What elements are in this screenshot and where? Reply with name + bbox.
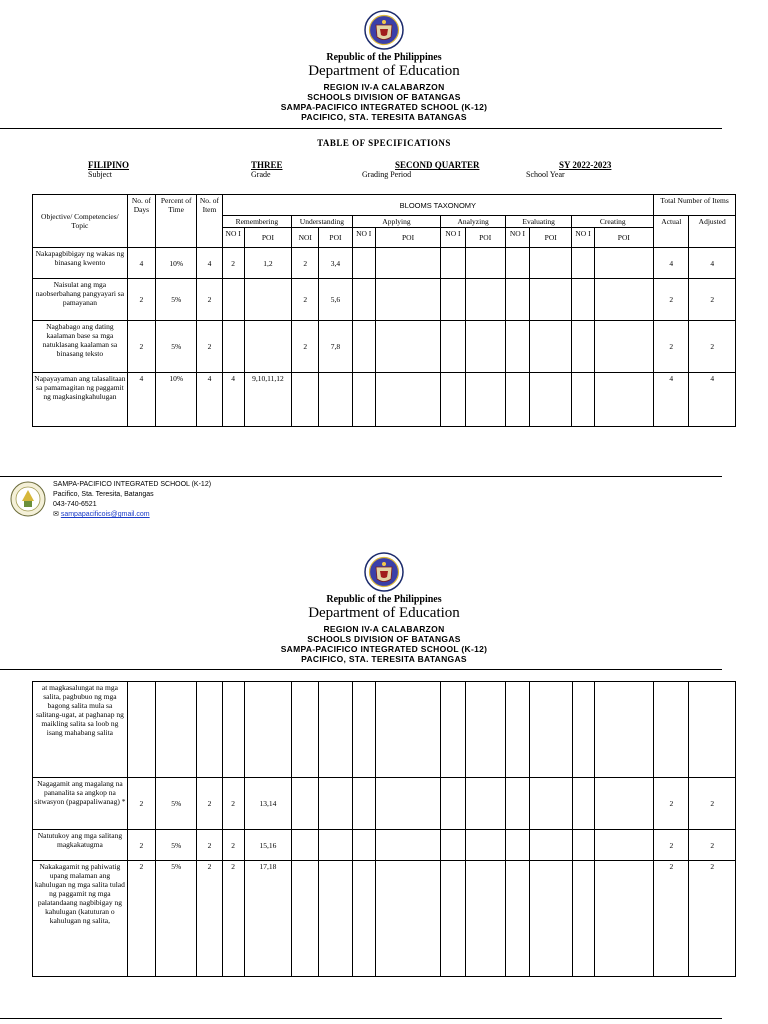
header-divider (0, 128, 722, 129)
item-cell: 4 (197, 373, 222, 427)
table-row (33, 248, 736, 279)
address-line: PACIFICO, STA. TERESITA BATANGAS (301, 654, 467, 664)
address-line: PACIFICO, STA. TERESITA BATANGAS (301, 112, 467, 122)
header-analyzing: Analyzing (441, 216, 506, 228)
understanding-noi-cell: 2 (292, 321, 319, 373)
meta-subject (88, 160, 129, 179)
item-cell: 2 (197, 279, 222, 321)
remembering-noi-cell: 2 (222, 248, 244, 279)
topic-cell: at magkasalungat na mga salita, pagbubuo ng mga bagong salita mula sa salitang-ugat, at paghanap ng maikling salita sa loob ng isang mahabang salita (33, 682, 128, 778)
percent-cell: 10% (156, 248, 197, 279)
table-row (33, 279, 736, 321)
percent-cell: 10% (156, 373, 197, 427)
percent-cell: 5% (156, 830, 197, 861)
mail-icon: ✉ (53, 511, 59, 518)
days-cell: 4 (127, 248, 155, 279)
percent-cell: 5% (156, 861, 197, 977)
school-line: SAMPA-PACIFICO INTEGRATED SCHOOL (K-12) (280, 644, 488, 654)
percent-cell: 5% (156, 778, 197, 830)
understanding-poi-cell: 7,8 (319, 321, 352, 373)
header-poi: POI (465, 228, 505, 248)
days-cell (127, 682, 155, 778)
department-title: Department of Education (308, 605, 460, 621)
header-actual: Actual (654, 216, 689, 248)
subject-label: Subject (88, 170, 112, 179)
understanding-poi-cell: 5,6 (319, 279, 352, 321)
subject-value: FILIPINO (88, 160, 130, 170)
header-understanding: Understanding (292, 216, 352, 228)
grading-period-label: Grading Period (362, 170, 412, 179)
actual-cell: 2 (654, 830, 689, 861)
header-poi: POI (244, 228, 291, 248)
actual-cell: 2 (654, 279, 689, 321)
document-title: TABLE OF SPECIFICATIONS (317, 138, 451, 148)
remembering-poi-cell (244, 682, 291, 778)
days-cell: 4 (127, 373, 155, 427)
adjusted-cell: 4 (689, 373, 736, 427)
republic-line: Republic of the Philippines (326, 52, 442, 63)
item-cell: 4 (197, 248, 222, 279)
actual-cell: 2 (654, 861, 689, 977)
topic-cell: Nagagamit ang magalang na pananalita sa angkop na sitwasyon (pagpapaliwanag) * (33, 778, 128, 830)
table-row (33, 830, 736, 861)
topic-cell: Napayayaman ang talasalitaan sa pamamagitan ng paggamit ng magkasingkahulugan (33, 373, 128, 427)
adjusted-cell: 4 (689, 248, 736, 279)
adjusted-cell: 2 (689, 279, 736, 321)
actual-cell (654, 682, 689, 778)
footer-block (53, 480, 211, 520)
republic-line: Republic of the Philippines (326, 594, 442, 605)
department-title: Department of Education (308, 63, 460, 79)
header-poi: POI (530, 228, 572, 248)
remembering-poi-cell: 17,18 (244, 861, 291, 977)
header-total: Total Number of Items (654, 195, 736, 216)
meta-grading-period (362, 160, 479, 179)
percent-cell: 5% (156, 279, 197, 321)
grade-value: THREE (251, 160, 283, 170)
item-cell: 2 (197, 321, 222, 373)
header-item: No. of Item (197, 195, 222, 248)
remembering-poi-cell: 15,16 (244, 830, 291, 861)
header-days: No. of Days (127, 195, 155, 248)
footer-divider (0, 476, 722, 477)
topic-cell: Natutukoy ang mga salitang magkakatugma (33, 830, 128, 861)
division-line: SCHOOLS DIVISION OF BATANGAS (307, 634, 461, 644)
header-noi: NO I (222, 228, 244, 248)
footer-email-link[interactable]: sampapacificois@gmail.com (60, 511, 150, 518)
meta-school-year (526, 160, 611, 179)
remembering-noi-cell: 2 (222, 778, 244, 830)
actual-cell: 2 (654, 321, 689, 373)
deped-seal-icon (364, 10, 404, 50)
region-line: REGION IV-A CALABARZON (323, 82, 445, 92)
footer-school: SAMPA-PACIFICO INTEGRATED SCHOOL (K-12) (53, 481, 212, 488)
days-cell: 2 (127, 321, 155, 373)
table-row (33, 373, 736, 427)
footer-divider (0, 1018, 722, 1019)
division-line: SCHOOLS DIVISION OF BATANGAS (307, 92, 461, 102)
item-cell (197, 682, 222, 778)
header-noi: NO I (441, 228, 465, 248)
header-poi: POI (375, 228, 441, 248)
footer-address: Pacifico, Sta. Teresita, Batangas (53, 491, 154, 498)
remembering-poi-cell: 13,14 (244, 778, 291, 830)
grade-label: Grade (251, 170, 271, 179)
percent-cell: 5% (156, 321, 197, 373)
header-noi: NO I (572, 228, 594, 248)
header-divider (0, 669, 722, 670)
remembering-poi-cell (244, 321, 291, 373)
topic-cell: Nakakagamit ng pahiwatig upang malaman ang kahulugan ng mga salita tulad ng paggamit ng mga palatandaang nagbibigay ng kahulugan (katuturan o kahulugan ng salita, (33, 861, 128, 977)
days-cell: 2 (127, 279, 155, 321)
specifications-table-page2 (32, 681, 736, 977)
topic-cell: Naisulat ang mga naobserbahang pangyayari sa pamayanan (33, 279, 128, 321)
adjusted-cell: 2 (689, 321, 736, 373)
understanding-noi-cell: 2 (292, 248, 319, 279)
header-applying: Applying (352, 216, 441, 228)
remembering-poi-cell: 1,2 (244, 248, 291, 279)
understanding-noi-cell (292, 373, 319, 427)
remembering-poi-cell: 9,10,11,12 (244, 373, 291, 427)
specifications-table-page1 (32, 194, 736, 427)
meta-grade (251, 160, 283, 179)
remembering-noi-cell: 2 (222, 830, 244, 861)
days-cell: 2 (127, 778, 155, 830)
header-objective: Objective/ Competencies/ Topic (33, 195, 128, 248)
understanding-noi-cell: 2 (292, 279, 319, 321)
header-noi: NO I (352, 228, 375, 248)
item-cell: 2 (197, 830, 222, 861)
header-percent: Percent of Time (156, 195, 197, 248)
remembering-noi-cell: 4 (222, 373, 244, 427)
school-logo-icon (10, 481, 46, 517)
actual-cell: 2 (654, 778, 689, 830)
header-noi: NO I (505, 228, 529, 248)
topic-cell: Nakapagbibigay ng wakas ng binasang kwento (33, 248, 128, 279)
adjusted-cell (689, 682, 736, 778)
understanding-poi-cell: 3,4 (319, 248, 352, 279)
grading-period-value: SECOND QUARTER (395, 160, 480, 170)
percent-cell (156, 682, 197, 778)
adjusted-cell: 2 (689, 861, 736, 977)
header-blooms: BLOOMS TAXONOMY (222, 195, 654, 216)
days-cell: 2 (127, 861, 155, 977)
region-line: REGION IV-A CALABARZON (323, 624, 445, 634)
table-row (33, 682, 736, 778)
remembering-noi-cell (222, 321, 244, 373)
adjusted-cell: 2 (689, 830, 736, 861)
remembering-noi-cell: 2 (222, 861, 244, 977)
header-poi: POI (594, 228, 654, 248)
table-row (33, 321, 736, 373)
deped-seal-icon (364, 552, 404, 592)
topic-cell: Nagbabago ang dating kaalaman base sa mga natuklasang kaalaman sa binasang teksto (33, 321, 128, 373)
actual-cell: 4 (654, 373, 689, 427)
header-adjusted: Adjusted (689, 216, 736, 248)
table-row (33, 778, 736, 830)
adjusted-cell: 2 (689, 778, 736, 830)
header-remembering: Remembering (222, 216, 292, 228)
item-cell: 2 (197, 861, 222, 977)
remembering-noi-cell (222, 682, 244, 778)
remembering-poi-cell (244, 279, 291, 321)
actual-cell: 4 (654, 248, 689, 279)
header-noi: NOI (292, 228, 319, 248)
footer-phone: 043-740-6521 (53, 501, 97, 508)
table-row (33, 861, 736, 977)
school-line: SAMPA-PACIFICO INTEGRATED SCHOOL (K-12) (280, 102, 488, 112)
item-cell: 2 (197, 778, 222, 830)
header-poi: POI (319, 228, 352, 248)
header-evaluating: Evaluating (505, 216, 572, 228)
days-cell: 2 (127, 830, 155, 861)
remembering-noi-cell (222, 279, 244, 321)
understanding-poi-cell (319, 373, 352, 427)
school-year-label: School Year (526, 170, 565, 179)
school-year-value: SY 2022-2023 (559, 160, 612, 170)
header-creating: Creating (572, 216, 654, 228)
